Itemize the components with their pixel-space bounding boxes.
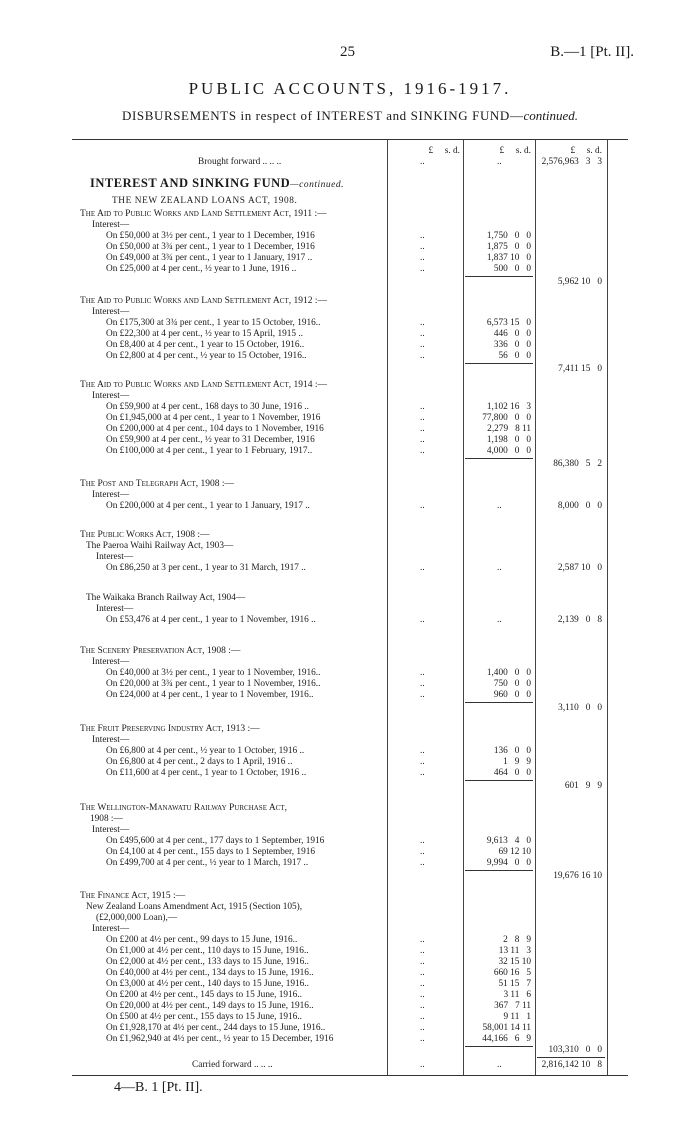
group-3-heading: The Aid to Public Works and Land Settlement Act, 1914 :— — [80, 380, 327, 390]
group-10-row-6-text: On £200 at 4½ per cent., 145 days to 15 June, 1916.. — [106, 990, 302, 1000]
column-header-3: £ s. d. — [570, 146, 602, 156]
group-8-total: 601 9 9 — [564, 781, 602, 791]
group-7-row-2-dots: .. — [420, 679, 425, 689]
group-9-row-2-amount: 69 12 10 — [498, 847, 531, 857]
group-6-row-text: On £53,476 at 4 per cent., 1 year to 1 November, 1916 .. — [106, 615, 316, 625]
group-10-subheading-1: New Zealand Loans Amendment Act, 1915 (Section 105), — [86, 902, 303, 912]
page-title: PUBLIC ACCOUNTS, 1916-1917. — [188, 79, 512, 98]
group-1-interest: Interest— — [92, 220, 130, 230]
group-1-row-1-dots: .. — [420, 231, 425, 241]
group-2-row-2-text: On £22,300 at 4 per cent., ½ year to 15 April, 1915 .. — [106, 329, 304, 339]
group-1-total: 5,962 10 0 — [557, 277, 602, 287]
group-2-subtotal-rule — [465, 363, 533, 364]
group-5-heading: The Public Works Act, 1908 :— — [80, 530, 210, 540]
group-10-interest: Interest— — [92, 924, 130, 934]
column-rule-2 — [463, 140, 464, 1075]
group-10-row-10-text: On £1,962,940 at 4½ per cent., ½ year to 15 December, 1916 — [106, 1034, 334, 1044]
group-10-row-10-amount: 44,166 6 9 — [482, 1034, 531, 1044]
group-10-subheading-2: (£2,000,000 Loan),— — [96, 913, 178, 923]
group-3-row-1-text: On £59,900 at 4 per cent., 168 days to 30 June, 1916 .. — [106, 402, 309, 412]
group-3-row-4-text: On £59,900 at 4 per cent., ½ year to 31 December, 1916 — [106, 435, 315, 445]
group-4-row-text: On £200,000 at 4 per cent., 1 year to 1 January, 1917 .. — [106, 501, 310, 511]
group-10-row-2-text: On £1,000 at 4½ per cent., 110 days to 15 June, 1916.. — [106, 946, 309, 956]
group-10-row-9-text: On £1,928,170 at 4½ per cent., 244 days to 15 June, 1916.. — [106, 1023, 326, 1033]
group-10-row-7-amount: 367 7 11 — [494, 1001, 531, 1011]
group-10-row-5-text: On £3,000 at 4½ per cent., 140 days to 15 June, 1916.. — [106, 979, 309, 989]
group-3-row-2-dots: .. — [420, 413, 425, 423]
group-6-heading: The Waikaka Branch Railway Act, 1904— — [86, 593, 246, 603]
group-8-row-2-text: On £6,800 at 4 per cent., 2 days to 1 April, 1916 .. — [106, 757, 293, 767]
section-title-continued: —continued. — [290, 180, 344, 190]
carried-forward-label: Carried forward .. .. .. — [192, 1060, 273, 1070]
group-7-row-1-dots: .. — [420, 668, 425, 678]
group-10-row-3-dots: .. — [420, 957, 425, 967]
group-1-heading: The Aid to Public Works and Land Settlement Act, 1911 :— — [80, 209, 327, 219]
group-1-row-3-text: On £49,000 at 3¾ per cent., 1 year to 1 January, 1917 .. — [106, 253, 313, 263]
group-2-row-3-amount: 336 0 0 — [493, 340, 531, 350]
group-3-interest: Interest— — [92, 391, 130, 401]
group-1-row-2-text: On £50,000 at 3¾ per cent., 1 year to 1 December, 1916 — [106, 242, 315, 252]
group-8-interest: Interest— — [92, 735, 130, 745]
group-1-row-1-text: On £50,000 at 3½ per cent., 1 year to 1 December, 1916 — [106, 231, 315, 241]
group-5-total: 2,587 10 0 — [557, 563, 602, 573]
group-2-row-1-amount: 6,573 15 0 — [486, 318, 531, 328]
group-7-row-1-text: On £40,000 at 3½ per cent., 1 year to 1 November, 1916.. — [106, 668, 321, 678]
group-10-row-4-text: On £40,000 at 4½ per cent., 134 days to 15 June, 1916.. — [106, 968, 314, 978]
group-4-interest: Interest— — [92, 490, 130, 500]
group-8-row-3-amount: 464 0 0 — [493, 768, 531, 778]
footer-reference: 4—B. 1 [Pt. II]. — [114, 1080, 203, 1095]
group-2-row-1-dots: .. — [420, 318, 425, 328]
group-2-row-1-text: On £175,300 at 3¾ per cent., 1 year to 15 October, 1916.. — [106, 318, 321, 328]
group-7-heading: The Scenery Preservation Act, 1908 :— — [80, 646, 241, 656]
group-10-row-5-amount: 51 15 7 — [498, 979, 531, 989]
group-4-dots-1: .. — [420, 501, 425, 511]
group-3-row-4-dots: .. — [420, 435, 425, 445]
group-5-subheading: The Paeroa Waihi Railway Act, 1903— — [86, 541, 234, 551]
column-header-1: £ s. d. — [428, 146, 460, 156]
group-7-row-1-amount: 1,400 0 0 — [486, 668, 531, 678]
page-subtitle — [0, 108, 700, 124]
group-1-row-1-amount: 1,750 0 0 — [486, 231, 531, 241]
group-9-row-1-dots: .. — [420, 836, 425, 846]
group-10-row-3-text: On £2,000 at 4½ per cent., 133 days to 15 June, 1916.. — [106, 957, 309, 967]
group-10-heading: The Finance Act, 1915 :— — [80, 891, 186, 901]
group-10-row-6-dots: .. — [420, 990, 425, 1000]
group-10-row-8-text: On £500 at 4½ per cent., 155 days to 15 June, 1916.. — [106, 1012, 302, 1022]
group-3-total: 86,380 5 2 — [553, 459, 602, 469]
document-reference: B.—1 [Pt. II]. — [550, 44, 634, 60]
group-1-row-3-amount: 1,837 10 0 — [486, 253, 531, 263]
group-7-row-2-amount: 750 0 0 — [493, 679, 531, 689]
group-8-row-1-dots: .. — [420, 746, 425, 756]
group-5-interest: Interest— — [96, 552, 134, 562]
group-10-row-2-amount: 13 11 3 — [498, 946, 531, 956]
disbursements-table — [72, 139, 628, 1076]
group-10-row-1-dots: .. — [420, 935, 425, 945]
group-2-row-4-dots: .. — [420, 351, 425, 361]
group-9-subtotal-rule — [465, 870, 533, 871]
group-8-heading: The Fruit Preserving Industry Act, 1913 :— — [80, 724, 260, 734]
group-10-row-9-amount: 58,001 14 11 — [482, 1023, 531, 1033]
group-1-row-2-amount: 1,875 0 0 — [486, 242, 531, 252]
group-10-total: 103,310 0 0 — [548, 1045, 602, 1055]
group-3-row-5-dots: .. — [420, 446, 425, 456]
group-7-row-3-dots: .. — [420, 690, 425, 700]
group-3-row-2-text: On £1,945,000 at 4 per cent., 1 year to 1 November, 1916 — [106, 413, 321, 423]
group-4-total: 8,000 0 0 — [557, 501, 602, 511]
group-10-row-4-dots: .. — [420, 968, 425, 978]
column-rule-4 — [607, 140, 608, 1075]
group-3-subtotal-rule — [465, 458, 533, 459]
group-3-row-4-amount: 1,198 0 0 — [486, 435, 531, 445]
column-header-2: £ s. d. — [499, 146, 531, 156]
group-9-row-3-amount: 9,994 0 0 — [486, 858, 531, 868]
group-7-row-2-text: On £20,000 at 3¾ per cent., 1 year to 1 November, 1916.. — [106, 679, 321, 689]
page-number: 25 — [340, 44, 355, 60]
group-3-row-2-amount: 77,800 0 0 — [482, 413, 531, 423]
group-2-heading: The Aid to Public Works and Land Settlement Act, 1912 :— — [80, 296, 327, 306]
group-10-row-1-amount: 2 8 9 — [503, 935, 531, 945]
brought-forward-label: Brought forward .. .. .. — [198, 157, 282, 167]
group-1-row-4-text: On £25,000 at 4 per cent., ½ year to 1 June, 1916 .. — [106, 264, 297, 274]
group-2-row-3-dots: .. — [420, 340, 425, 350]
group-10-row-3-amount: 32 15 10 — [498, 957, 531, 967]
group-7-row-3-text: On £24,000 at 4 per cent., 1 year to 1 November, 1916.. — [106, 690, 314, 700]
group-7-row-3-amount: 960 0 0 — [493, 690, 531, 700]
group-4-dots-2: .. — [497, 501, 502, 511]
group-6-dots-2: .. — [497, 615, 502, 625]
group-10-row-8-dots: .. — [420, 1012, 425, 1022]
group-3-row-3-dots: .. — [420, 424, 425, 434]
group-8-row-2-amount: 1 9 9 — [503, 757, 531, 767]
group-8-subtotal-rule — [465, 780, 533, 781]
group-7-subtotal-rule — [465, 702, 533, 703]
group-5-dots-2: .. — [497, 563, 502, 573]
group-9-row-1-amount: 9,613 4 0 — [486, 836, 531, 846]
group-10-row-7-text: On £20,000 at 4½ per cent., 149 days to 15 June, 1916.. — [106, 1001, 314, 1011]
column-rule-1 — [387, 140, 388, 1075]
group-3-row-1-amount: 1,102 16 3 — [486, 402, 531, 412]
group-3-row-5-text: On £100,000 at 4 per cent., 1 year to 1 February, 1917.. — [106, 446, 313, 456]
group-8-row-3-text: On £11,600 at 4 per cent., 1 year to 1 October, 1916 .. — [106, 768, 307, 778]
group-2-row-2-dots: .. — [420, 329, 425, 339]
group-2-interest: Interest— — [92, 307, 130, 317]
subtitle-continued: continued. — [523, 108, 579, 123]
group-10-row-9-dots: .. — [420, 1023, 425, 1033]
group-1-row-4-amount: 500 0 0 — [493, 264, 531, 274]
group-9-heading-year: 1908 :— — [90, 814, 123, 824]
group-9-row-2-text: On £4,100 at 4 per cent., 155 days to 1 September, 1916 — [106, 847, 316, 857]
act-heading-1908: THE NEW ZEALAND LOANS ACT, 1908. — [112, 196, 298, 206]
group-8-row-3-dots: .. — [420, 768, 425, 778]
group-10-subtotal-rule — [465, 1046, 533, 1047]
brought-forward-dots-2: .. — [497, 157, 502, 167]
group-9-row-3-text: On £499,700 at 4 per cent., ½ year to 1 March, 1917 .. — [106, 858, 309, 868]
group-10-row-4-amount: 660 16 5 — [493, 968, 531, 978]
group-9-interest: Interest— — [92, 825, 130, 835]
group-10-row-1-text: On £200 at 4½ per cent., 99 days to 15 June, 1916.. — [106, 935, 298, 945]
group-6-total: 2,139 0 8 — [557, 615, 602, 625]
group-9-row-3-dots: .. — [420, 858, 425, 868]
group-4-heading: The Post and Telegraph Act, 1908 :— — [80, 479, 235, 489]
section-title-main: INTEREST AND SINKING FUND — [90, 176, 291, 190]
group-7-total: 3,110 0 0 — [558, 703, 602, 713]
group-2-row-4-text: On £2,800 at 4 per cent., ½ year to 15 October, 1916.. — [106, 351, 307, 361]
group-1-row-3-dots: .. — [420, 253, 425, 263]
carried-forward-dots-1: .. — [420, 1060, 425, 1070]
group-6-dots-1: .. — [420, 615, 425, 625]
group-9-total: 19,676 16 10 — [553, 871, 602, 881]
group-10-row-10-dots: .. — [420, 1034, 425, 1044]
group-10-row-6-amount: 3 11 6 — [503, 990, 531, 1000]
group-1-row-4-dots: .. — [420, 264, 425, 274]
group-10-row-2-dots: .. — [420, 946, 425, 956]
group-2-row-2-amount: 446 0 0 — [493, 329, 531, 339]
group-10-row-8-amount: 9 11 1 — [503, 1012, 531, 1022]
group-10-row-5-dots: .. — [420, 979, 425, 989]
group-2-row-3-text: On £8,400 at 4 per cent., 1 year to 15 October, 1916.. — [106, 340, 305, 350]
group-3-row-3-amount: 2,279 8 11 — [487, 424, 531, 434]
group-9-heading: The Wellington-Manawatu Railway Purchase Act, — [80, 803, 288, 813]
group-8-row-1-text: On £6,800 at 4 per cent., ½ year to 1 October, 1916 .. — [106, 746, 305, 756]
brought-forward-dots-1: .. — [420, 157, 425, 167]
section-title — [90, 178, 344, 191]
group-8-row-2-dots: .. — [420, 757, 425, 767]
group-6-interest: Interest— — [96, 604, 134, 614]
column-rule-3 — [535, 140, 536, 1075]
subtitle-main: DISBURSEMENTS in respect of INTEREST and SINKING FUND— — [121, 108, 524, 123]
carried-forward-rule — [537, 1057, 605, 1058]
group-1-row-2-dots: .. — [420, 242, 425, 252]
group-2-row-4-amount: 56 0 0 — [498, 351, 531, 361]
carried-forward-dots-2: .. — [497, 1060, 502, 1070]
group-3-row-3-text: On £200,000 at 4 per cent., 104 days to 1 November, 1916 — [106, 424, 324, 434]
group-8-row-1-amount: 136 0 0 — [493, 746, 531, 756]
group-1-subtotal-rule — [465, 276, 533, 277]
group-7-interest: Interest— — [92, 657, 130, 667]
group-9-row-1-text: On £495,600 at 4 per cent., 177 days to 1 September, 1916 — [106, 836, 325, 846]
group-5-dots-1: .. — [420, 563, 425, 573]
group-3-row-5-amount: 4,000 0 0 — [486, 446, 531, 456]
group-10-row-7-dots: .. — [420, 1001, 425, 1011]
group-3-row-1-dots: .. — [420, 402, 425, 412]
carried-forward-total: 2,816,142 10 8 — [541, 1060, 602, 1070]
group-5-row-text: On £86,250 at 3 per cent., 1 year to 31 March, 1917 .. — [106, 563, 306, 573]
group-2-total: 7,411 15 0 — [558, 364, 602, 374]
group-9-row-2-dots: .. — [420, 847, 425, 857]
brought-forward-total: 2,576,963 3 3 — [541, 157, 602, 167]
